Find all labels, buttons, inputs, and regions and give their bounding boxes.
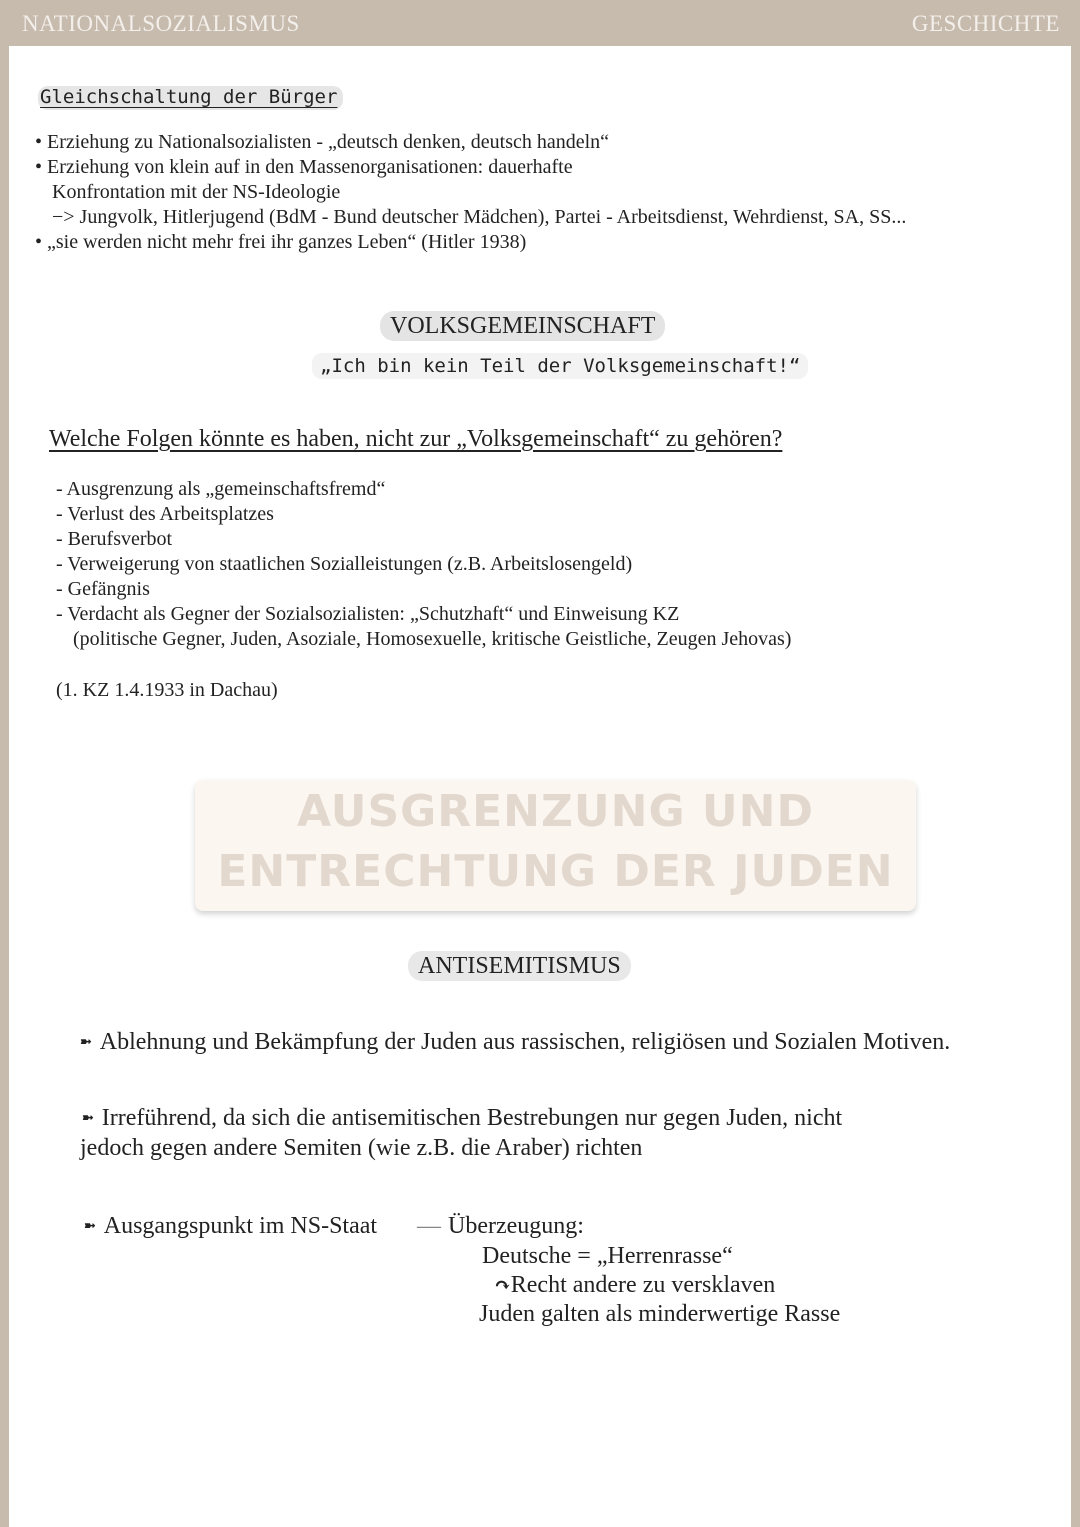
banner-line-1: AUSGRENZUNG UND: [297, 786, 814, 837]
point-misleading-continuation: jedoch gegen andere Semiten (wie z.B. die Araber) richten: [80, 1135, 643, 1161]
course-title: GESCHICHTE: [911, 11, 1060, 36]
arrow-icon: ➼: [82, 1111, 94, 1126]
curved-arrow-icon: ↷: [494, 1275, 511, 1297]
inferior-race-line: Juden galten als minderwertige Rasse: [479, 1301, 841, 1327]
question-heading: Welche Folgen könnte es haben, nicht zur „Volksgemeinschaft“ zu gehören?: [49, 426, 783, 452]
quote: „Ich bin kein Teil der Volksgemeinschaft!“: [312, 353, 808, 379]
bullet-continuation: −> Jungvolk, Hitlerjugend (BdM - Bund deutscher Mädchen), Partei - Arbeitsdienst, Wehrdienst, SA, SS...: [52, 206, 907, 228]
arrow-icon: ➼: [80, 1035, 92, 1050]
section-gleichschaltung-title: Gleichschaltung der Bürger: [38, 86, 343, 110]
enslave-line: ↷Recht andere zu versklaven: [494, 1272, 776, 1298]
list-item: - Gefängnis: [56, 578, 150, 600]
herrenrasse-line: Deutsche = „Herrenrasse“: [482, 1243, 733, 1269]
point-definition: ➼ Ablehnung und Bekämpfung der Juden aus rassischen, religiösen und Sozialen Motiven.: [80, 1029, 951, 1055]
bullet-item: • „sie werden nicht mehr frei ihr ganzes Leben“ (Hitler 1938): [35, 231, 527, 253]
point-misleading: ➼ Irreführend, da sich die antisemitischen Bestrebungen nur gegen Juden, nicht: [82, 1105, 843, 1131]
list-item-continuation: (politische Gegner, Juden, Asoziale, Homosexuelle, kritische Geistliche, Zeugen Jehovas): [73, 628, 792, 650]
header-bar: [0, 0, 1080, 46]
point-ns-state: ➼ Ausgangspunkt im NS-Staat: [84, 1213, 378, 1239]
kz-note: (1. KZ 1.4.1933 in Dachau): [56, 679, 278, 701]
list-item: - Verdacht als Gegner der Sozialsozialisten: „Schutzhaft“ und Einweisung KZ: [56, 603, 680, 625]
arrow-icon: ➼: [84, 1219, 96, 1234]
list-item: - Berufsverbot: [56, 528, 173, 550]
list-item: - Verlust des Arbeitsplatzes: [56, 503, 274, 525]
conviction-label: Überzeugung:: [448, 1213, 584, 1239]
subject-title: NATIONALSOZIALISMUS: [22, 11, 300, 36]
list-item: - Verweigerung von staatlichen Sozialleistungen (z.B. Arbeitslosengeld): [56, 553, 633, 575]
notes-page: [9, 46, 1071, 1527]
bullet-item: • Erziehung zu Nationalsozialisten - „deutsch denken, deutsch handeln“: [35, 131, 610, 153]
section-antisemitismus-title: ANTISEMITISMUS: [408, 951, 631, 981]
bullet-item: • Erziehung von klein auf in den Massenorganisationen: dauerhafte: [35, 156, 573, 178]
section-volksgemeinschaft-title: VOLKSGEMEINSCHAFT: [380, 311, 665, 341]
dash-connector: —: [417, 1213, 441, 1239]
banner-line-2: ENTRECHTUNG DER JUDEN: [217, 846, 894, 897]
section-banner: [195, 780, 916, 911]
list-item: - Ausgrenzung als „gemeinschaftsfremd“: [56, 478, 386, 500]
bullet-continuation: Konfrontation mit der NS-Ideologie: [52, 181, 341, 203]
